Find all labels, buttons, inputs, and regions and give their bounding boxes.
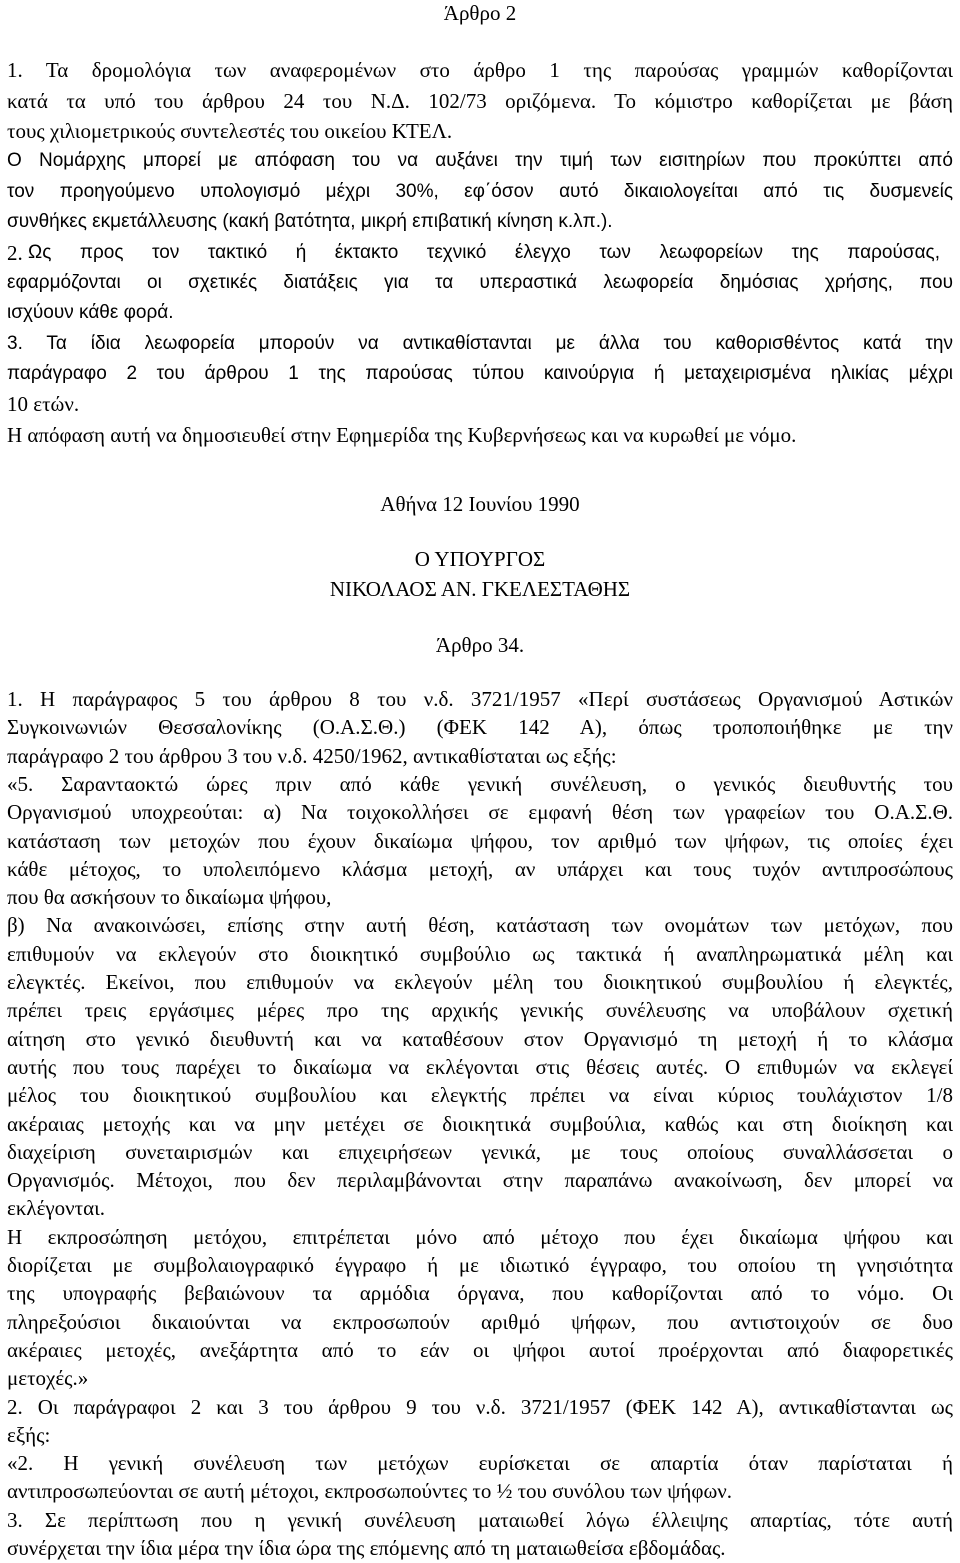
article-34-line: β) Να ανακοινώσει, επίσης στην αυτή θέση, κατάσταση των ονομάτων των μετόχων, που bbox=[7, 913, 953, 937]
article-2-paragraph-2-number: 2. bbox=[7, 241, 23, 265]
article-34-line: Η εκπροσώπηση μετόχου, επιτρέπεται μόνο από μέτοχο που έχει δικαίωμα ψήφου και bbox=[7, 1225, 953, 1249]
article-34-line: της υπογραφής βεβαιώνουν τα αρμόδια όργανα, που καθορίζονται από το νόμο. Οι bbox=[7, 1281, 953, 1305]
article-34-line: κάθε μέτοχος, το υπολειπόμενο κλάσμα μετοχή, αν υπάρχει και τους τυχόν αντιπροσώπους bbox=[7, 857, 953, 881]
article-34-line: «2. Η γενική συνέλευση των μετόχων ευρίσκεται σε απαρτία όταν παρίσταται ή bbox=[7, 1451, 953, 1475]
article-2-paragraph-1-line-1: 1. Τα δρομολόγια των αναφερομένων στο άρθρο 1 της παρούσας γραμμών καθορίζονται bbox=[7, 58, 953, 82]
article-34-line: εκλέγονται. bbox=[7, 1196, 106, 1220]
article-2-paragraph-2-line-1 bbox=[7, 240, 953, 266]
article-34-line: επιθυμούν να εκλεγούν στο διοικητικό συμβούλιο ως τακτικά ή αναπληρωματικά μέλη και bbox=[7, 942, 953, 966]
article-34-line: εξής: bbox=[7, 1423, 51, 1447]
article-34-line: αυτής που τους παρέχει το δικαίωμα να εκλέγονται στις θέσεις αυτές. Ο επιθυμών να εκλεγεί bbox=[7, 1055, 953, 1079]
article-34-line: αντιπροσωπεύονται σε αυτή μέτοχοι, εκπροσωπούντες το ½ του συνόλου των ψήφων. bbox=[7, 1479, 733, 1503]
article-2-paragraph-3-line-3: 10 ετών. bbox=[7, 392, 80, 416]
article-34-line: Οργανισμού υποχρεούται: α) Να τοιχοκολλήσει σε εμφανή θέση των γραφείων του Ο.Α.Σ.Θ. bbox=[7, 800, 953, 824]
article-2-paragraph-2-line-3: ισχύουν κάθε φορά. bbox=[7, 302, 174, 323]
article-34-line: 1. Η παράγραφος 5 του άρθρου 8 του ν.δ. 3721/1957 «Περί συστάσεως Οργανισμού Αστικών bbox=[7, 687, 953, 711]
article-34-line: Οργανισμός. Μέτοχοι, που δεν περιλαμβάνονται στην παραπάνω ανακοίνωση, δεν μπορεί να bbox=[7, 1168, 953, 1192]
article-34-line: Συγκοινωνιών Θεσσαλονίκης (Ο.Α.Σ.Θ.) (ΦΕΚ 142 Α), όπως τροποποιήθηκε με την bbox=[7, 715, 953, 739]
signature-name: ΝΙΚΟΛΑΟΣ ΑΝ. ΓΚΕΛΕΣΤΑΘΗΣ bbox=[329, 577, 631, 601]
article-34-line: ακέραιας μετοχής και να μην μετέχει σε διοικητικά συμβούλια, καθώς και στη διοίκηση και bbox=[7, 1112, 953, 1136]
signature-place-date: Αθήνα 12 Ιουνίου 1990 bbox=[380, 492, 580, 516]
article-2-paragraph-3-line-1: 3. Τα ίδια λεωφορεία μπορούν να αντικαθίστανται με άλλα του καθορισθέντος κατά την bbox=[7, 333, 953, 354]
article-34-line: 3. Σε περίπτωση που η γενική συνέλευση ματαιωθεί λόγω έλλειψης απαρτίας, τότε αυτή bbox=[7, 1508, 953, 1532]
article-2-prefect-line-2: τον προηγούμενο υπολογισμό μέχρι 30%, εφ΄όσον αυτό δικαιολογείται από τις δυσμενείς bbox=[7, 181, 953, 202]
article-2-prefect-line-1: Ο Νομάρχης μπορεί με απόφαση του να αυξάνει την τιμή των εισιτηρίων που προκύπτει από bbox=[7, 150, 953, 171]
article-34-line-overflow: συνέρχεται την ίδια μέρα την ίδια ώρα της επόμενης από τη ματαιωθείσα εβδομάδας. bbox=[7, 1536, 726, 1560]
article-2-closing-sentence: Η απόφαση αυτή να δημοσιευθεί στην Εφημερίδα της Κυβερνήσεως και να κυρωθεί με νόμο. bbox=[7, 423, 797, 447]
article-34-line: μέλος του διοικητικού συμβουλίου και ελεγκτής πρέπει να είναι κύριος τουλάχιστον 1/8 bbox=[7, 1083, 953, 1107]
article-2-prefect-line-3: συνθήκες εκμετάλλευσης (κακή βατότητα, μικρή επιβατική κίνηση κ.λπ.). bbox=[7, 211, 613, 232]
article-34-line: ακέραιες μετοχές, ανεξάρτητα από το εάν οι ψήφοι αυτοί προέρχονται από διαφορετικές bbox=[7, 1338, 953, 1362]
article-34-line: κατάσταση των μετοχών που έχουν δικαίωμα ψήφου, τον αριθμό των ψήφων, τις οποίες έχει bbox=[7, 829, 953, 853]
article-34-line: παράγραφο 2 του άρθρου 3 του ν.δ. 4250/1962, αντικαθίσταται ως εξής: bbox=[7, 744, 617, 768]
article-34-line: «5. Σαρανταοκτώ ώρες πριν από κάθε γενική συνέλευση, ο γενικός διευθυντής του bbox=[7, 772, 953, 796]
article-34-line: μετοχές.» bbox=[7, 1366, 89, 1390]
article-34-heading: Άρθρο 34. bbox=[435, 633, 525, 657]
article-34-line: διαχείριση συνεταιρισμών και επιχειρήσεων γενικά, με τους οποίους συναλλάσσεται ο bbox=[7, 1140, 953, 1164]
article-34-line: ελεγκτές. Εκείνοι, που επιθυμούν να εκλεγούν μέλη του διοικητικού συμβουλίου ή ελεγκτές, bbox=[7, 970, 953, 994]
article-2-paragraph-1-line-3: τους χιλιομετρικούς συντελεστές του οικείου ΚΤΕΛ. bbox=[7, 119, 453, 143]
article-2-paragraph-2-text: Ως προς τον τακτικό ή έκτακτο τεχνικό έλεγχο των λεωφορείων της παρούσας, bbox=[28, 242, 940, 263]
article-34-line: πρέπει τρεις εργάσιμες μέρες προ της αρχικής γενικής συνέλευσης να υποβάλουν σχετική bbox=[7, 998, 953, 1022]
article-2-paragraph-3-line-2: παράγραφο 2 του άρθρου 1 της παρούσας τύπου καινούργια ή μεταχειρισμένα ηλικίας μέχρι bbox=[7, 363, 953, 384]
article-34-line: διορίζεται με συμβολαιογραφικό έγγραφο ή με ιδιωτικό έγγραφο, του οποίου τη γνησιότητα bbox=[7, 1253, 953, 1277]
article-34-line: αίτηση στο γενικό διευθυντή και να καταθέσουν στον Οργανισμό τη μετοχή ή το κλάσμα bbox=[7, 1027, 953, 1051]
article-34-line: πληρεξούσιοι δικαιούνται να εκπροσωπούν αριθμό ψήφων, που αντιστοιχούν σε δυο bbox=[7, 1310, 953, 1334]
article-2-paragraph-2-line-2: εφαρμόζονται οι σχετικές διατάξεις για τα υπεραστικά λεωφορεία δημόσιας χρήσης, που bbox=[7, 272, 953, 293]
article-2-heading: Άρθρο 2 bbox=[443, 1, 517, 25]
article-34-line: που θα ασκήσουν το δικαίωμα ψήφου, bbox=[7, 885, 332, 909]
article-34-line: 2. Οι παράγραφοι 2 και 3 του άρθρου 9 του ν.δ. 3721/1957 (ΦΕΚ 142 Α), αντικαθίστανται ως bbox=[7, 1395, 953, 1419]
signature-role: Ο ΥΠΟΥΡΓΟΣ bbox=[414, 547, 546, 571]
article-2-paragraph-1-line-2: κατά τα υπό του άρθρου 24 του Ν.Δ. 102/73 οριζόμενα. Το κόμιστρο καθορίζεται με βάση bbox=[7, 89, 953, 113]
